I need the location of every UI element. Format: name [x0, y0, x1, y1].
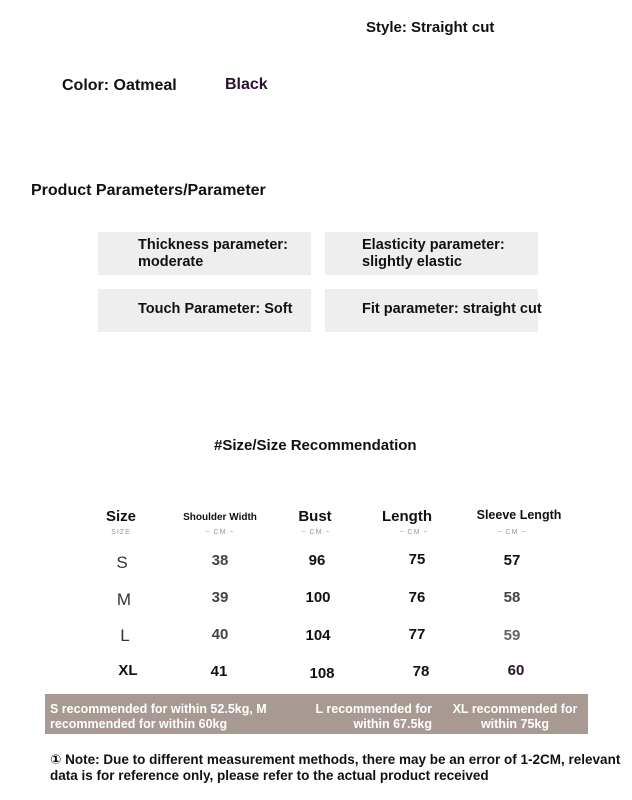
table-cell-size: XL [118, 662, 138, 679]
table-cell-length: 77 [408, 626, 426, 643]
parameter-label: Fit parameter: straight cut [362, 301, 542, 317]
column-header-shoulder-width: Shoulder Width [183, 512, 257, 523]
parameter-box-elasticity [325, 232, 538, 275]
style-label: Style: Straight cut [366, 19, 495, 36]
unit-label: ~ CM ~ [301, 529, 331, 536]
parameter-box-touch [98, 289, 311, 332]
unit-label: ~ CM ~ [497, 529, 527, 536]
unit-label: ~ CM ~ [399, 529, 429, 536]
table-cell-shoulder: 40 [211, 626, 229, 643]
parameter-label: Touch Parameter: Soft [138, 301, 293, 317]
recommendation-l: L recommended for within 67.5kg [315, 702, 432, 731]
unit-label: SIZE [111, 529, 131, 536]
table-cell-sleeve: 57 [503, 552, 521, 569]
table-cell-length: 76 [408, 589, 426, 606]
table-cell-sleeve: 60 [507, 662, 525, 679]
table-cell-bust: 108 [309, 665, 335, 682]
table-cell-length: 78 [412, 663, 430, 680]
recommendation-s-m: S recommended for within 52.5kg, M recommended for within 60kg [50, 702, 267, 731]
weight-recommendation-bar [45, 694, 588, 734]
table-cell-shoulder: 39 [211, 589, 229, 606]
recommendation-xl: XL recommended for within 75kg [452, 702, 578, 731]
parameter-box-thickness [98, 232, 311, 275]
color-label: Color: Oatmeal [62, 77, 177, 94]
table-cell-bust: 96 [308, 552, 326, 569]
table-cell-bust: 104 [305, 627, 331, 644]
table-cell-length: 75 [408, 551, 426, 568]
column-header-sleeve-length: Sleeve Length [476, 508, 562, 522]
table-cell-size: S [116, 553, 128, 572]
parameter-label: Elasticity parameter: slightly elastic [362, 237, 505, 270]
table-cell-size: M [116, 590, 132, 609]
parameter-box-fit [325, 289, 542, 332]
table-cell-bust: 100 [305, 589, 331, 606]
table-cell-size: L [120, 626, 130, 645]
product-parameters-title: Product Parameters/Parameter [31, 182, 266, 199]
table-cell-sleeve: 59 [503, 627, 521, 644]
measurement-note: ① Note: Due to different measurement methods, there may be an error of 1-2CM, relevant data is for reference only, please refer to the actual product received [50, 752, 621, 783]
table-cell-shoulder: 41 [210, 663, 228, 680]
table-cell-shoulder: 38 [211, 552, 229, 569]
unit-label: ~ CM ~ [205, 529, 235, 536]
table-cell-sleeve: 58 [503, 589, 521, 606]
column-header-size: Size [105, 508, 137, 525]
column-header-length: Length [382, 508, 432, 525]
color-option-black: Black [225, 76, 268, 93]
size-recommendation-title: #Size/Size Recommendation [214, 437, 417, 454]
column-header-bust: Bust [298, 508, 332, 525]
parameter-label: Thickness parameter: moderate [138, 237, 288, 270]
